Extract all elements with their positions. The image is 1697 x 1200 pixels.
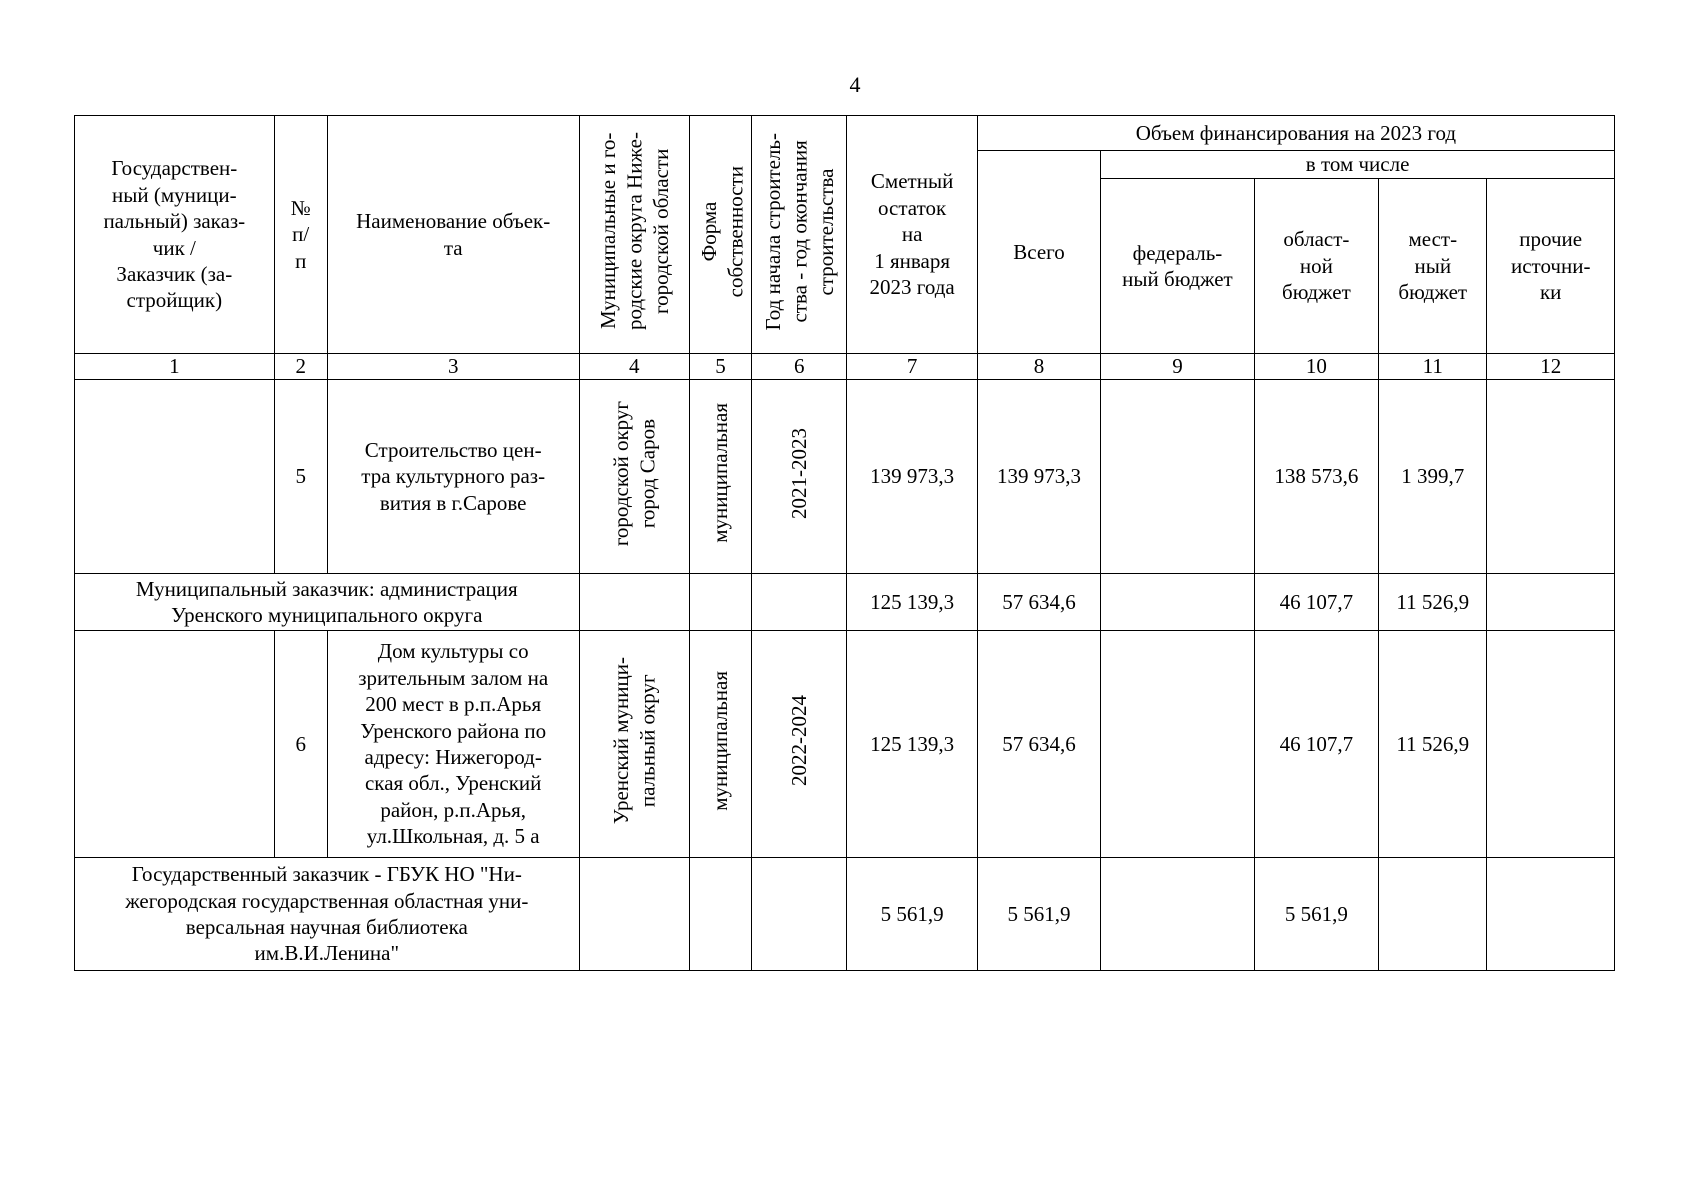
header-other: прочие источни- ки — [1487, 179, 1615, 354]
years-cell: 2022-2024 — [752, 631, 847, 858]
header-including: в том числе — [1101, 151, 1615, 179]
local-cell — [1379, 858, 1487, 971]
total-cell: 57 634,6 — [977, 631, 1100, 858]
object-name: Дом культуры со зрительным залом на 200 мест в р.п.Арья Уренского района по адресу: Нижегород- ская обл., Уренский район, р.п.Арья, ул.Школьная, д. 5 а — [327, 631, 579, 858]
local-cell: 1 399,7 — [1379, 380, 1487, 574]
column-number: 5 — [689, 354, 751, 380]
other-cell — [1487, 858, 1615, 971]
header-federal: федераль- ный бюджет — [1101, 179, 1254, 354]
customer-group-title: Государственный заказчик - ГБУК НО "Ни- жегородская государственная областная уни- версальная научная библиотека им.В.И.Ленина" — [75, 858, 580, 971]
local-cell: 11 526,9 — [1379, 574, 1487, 631]
customer-group-row — [75, 858, 1615, 971]
regional-cell: 46 107,7 — [1254, 574, 1378, 631]
district-cell — [579, 858, 689, 971]
column-number: 2 — [274, 354, 327, 380]
customer-cell — [75, 380, 275, 574]
remaining-cost-cell: 5 561,9 — [847, 858, 977, 971]
column-number: 12 — [1487, 354, 1615, 380]
federal-cell — [1101, 574, 1254, 631]
other-cell — [1487, 631, 1615, 858]
customer-cell — [75, 631, 275, 858]
district-cell: Уренский муници- пальный округ — [579, 631, 689, 858]
federal-cell — [1101, 380, 1254, 574]
ownership-cell: муниципальная — [689, 380, 751, 574]
total-cell: 57 634,6 — [977, 574, 1100, 631]
total-cell: 139 973,3 — [977, 380, 1100, 574]
object-name: Строительство цен- тра культурного раз- вития в г.Сарове — [327, 380, 579, 574]
regional-cell: 138 573,6 — [1254, 380, 1378, 574]
header-object-name: Наименование объек- та — [327, 116, 579, 354]
column-number: 11 — [1379, 354, 1487, 380]
column-number: 8 — [977, 354, 1100, 380]
header-total: Всего — [977, 151, 1100, 354]
district-cell — [579, 574, 689, 631]
regional-cell: 46 107,7 — [1254, 631, 1378, 858]
district-cell: городской округ город Саров — [579, 380, 689, 574]
column-number: 9 — [1101, 354, 1254, 380]
table-row — [75, 631, 1615, 858]
federal-cell — [1101, 631, 1254, 858]
header-remaining-cost: Сметный остаток на 1 января 2023 года — [847, 116, 977, 354]
row-number: 6 — [274, 631, 327, 858]
header-num: № п/ п — [274, 116, 327, 354]
header-regional: област- ной бюджет — [1254, 179, 1378, 354]
remaining-cost-cell: 125 139,3 — [847, 574, 977, 631]
column-number: 4 — [579, 354, 689, 380]
ownership-cell — [689, 858, 751, 971]
financing-table — [74, 115, 1615, 971]
customer-group-row — [75, 574, 1615, 631]
column-number: 10 — [1254, 354, 1378, 380]
local-cell: 11 526,9 — [1379, 631, 1487, 858]
row-number: 5 — [274, 380, 327, 574]
header-customer: Государствен- ный (муници- пальный) заказ- чик / Заказчик (за- стройщик) — [75, 116, 275, 354]
years-cell — [752, 574, 847, 631]
table-row — [75, 380, 1615, 574]
years-cell: 2021-2023 — [752, 380, 847, 574]
column-number: 6 — [752, 354, 847, 380]
header-ownership: Форма собственности — [689, 116, 751, 354]
customer-group-title: Муниципальный заказчик: администрация Уренского муниципального округа — [75, 574, 580, 631]
page-number: 4 — [849, 72, 861, 97]
header-local: мест- ный бюджет — [1379, 179, 1487, 354]
remaining-cost-cell: 125 139,3 — [847, 631, 977, 858]
column-number: 1 — [75, 354, 275, 380]
regional-cell: 5 561,9 — [1254, 858, 1378, 971]
column-number: 3 — [327, 354, 579, 380]
header-financing-volume: Объем финансирования на 2023 год — [977, 116, 1614, 151]
column-number-row — [75, 354, 1615, 380]
federal-cell — [1101, 858, 1254, 971]
total-cell: 5 561,9 — [977, 858, 1100, 971]
other-cell — [1487, 380, 1615, 574]
ownership-cell: муниципальная — [689, 631, 751, 858]
ownership-cell — [689, 574, 751, 631]
remaining-cost-cell: 139 973,3 — [847, 380, 977, 574]
other-cell — [1487, 574, 1615, 631]
header-years: Год начала строитель- ства - год окончания строительства — [752, 116, 847, 354]
column-number: 7 — [847, 354, 977, 380]
years-cell — [752, 858, 847, 971]
header-municipal-districts: Муниципальные и го- родские округа Ниже- городской области — [579, 116, 689, 354]
